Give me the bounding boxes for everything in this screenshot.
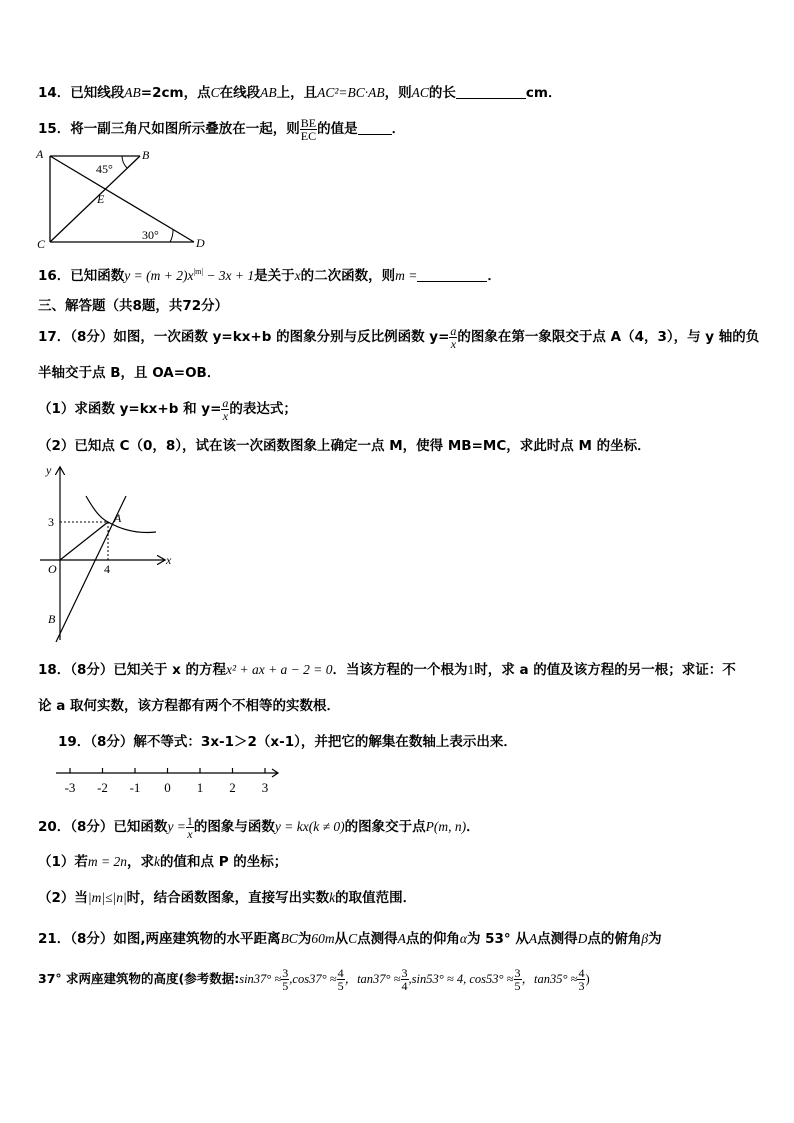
q20-part1-text: ，求 [127,854,155,870]
question-21 [38,930,662,948]
q20-k: k [154,854,161,869]
q19-tick-label: 0 [164,780,171,795]
q21-frac-3-num: 3 [401,966,408,980]
q15-edge-ad [50,156,194,242]
q21-text: 为 53° 从 [466,931,529,947]
q18-line2: 论 a 取何实数，该方程都有两个不相等的实数根． [38,698,341,714]
q15-label-d: D [196,236,205,250]
q17-label-b: B [48,612,56,626]
q18-root: 1 [467,662,475,677]
q21-c: C [348,931,358,946]
q17-label-a: A [114,511,122,525]
q15-label-c: C [37,237,46,250]
q21-text: 点测得 [537,931,578,947]
q21-frac-5-den: 3 [578,979,585,993]
q17-label-x: x [166,553,172,567]
q19-tick-label: 3 [261,780,269,795]
q21-frac-1-den: 5 [282,979,289,993]
q19-ticks [65,768,269,795]
q21-d: D [577,931,588,946]
q14-text: 的长 [428,85,456,101]
q18-text: 18．（8分）已知关于 x 的方程 [38,662,227,678]
q21-frac-2-den: 5 [337,979,344,993]
q19-tick-label: -1 [129,780,141,795]
q16-formula-rest: − 3x + 1 [202,268,255,283]
q21-text: 从 [334,931,349,947]
q21-frac-3-den: 4 [401,979,408,993]
q20-end: ． [466,819,480,835]
q21-sin37: sin37° ≈ [239,972,282,986]
q15-label-e: E [97,192,105,206]
q15-angle-45: 45° [96,162,113,176]
q20-part2-text: 的取值范围． [335,890,417,906]
q17-label-4: 4 [104,562,110,576]
q14-text: =2cm，点 [140,85,211,101]
q15-text: 的值是 [317,121,358,137]
q14-number: 14． [38,85,71,101]
q15-label-a: A [36,147,44,161]
section-heading: 三、解答题（共8题，共72分） [38,298,229,314]
q20-frac-den: x [187,826,193,841]
q14-ac: AC [411,85,429,100]
q21-beta: β [641,931,649,946]
q20-part1-text: （1）若 [38,854,88,870]
q17-label-y: y [46,463,52,477]
q16-number: 16． [38,268,71,284]
q14-text: 在线段 [219,85,261,101]
q20-part2 [38,889,416,907]
q18-text: ．当该方程的一个根为 [332,662,468,678]
q14-ab: AB [124,85,141,100]
q17-part1-text: 的表达式； [229,401,297,417]
q15-angle-arc-b [122,156,127,168]
question-15 [38,112,405,146]
q21-frac-3 [401,967,409,992]
q17-text: 的图象在第一象限交于点 A（4，3），与 y 轴的负 [457,329,760,345]
q15-number: 15． [38,121,71,137]
q15-text: 将一副三角尺如图所示叠放在一起，则 [70,121,300,137]
q21-text: 点测得 [357,931,398,947]
q17-figure [34,460,184,646]
q21-frac-4-num: 3 [514,966,521,980]
q21-frac-4-den: 5 [514,979,521,993]
q20-k: k [329,890,336,905]
q16-text: 是关于 [254,268,295,284]
q17-text: 17．（8分）如图，一次函数 y=kx+b 的图象分别与反比例函数 y= [38,329,450,345]
q17-frac-den: x [450,336,457,351]
q15-figure [34,146,214,250]
q21-text: 点的仰角 [405,931,460,947]
q20-part1-cond: m = 2n [87,854,128,869]
q14-text: 上，且 [276,85,318,101]
q19-tick-label: 2 [229,780,236,795]
q21-frac-4 [514,967,522,992]
q21-tan35: ，tan35° ≈ [521,972,578,986]
q21-frac-2-num: 4 [337,966,344,980]
q17-part1 [38,392,297,426]
q15-frac-num: BE [300,115,317,130]
q21-close: ) [585,972,590,986]
q21-cos37: ,cos37° ≈ [289,972,337,986]
q15-end: ． [391,121,406,137]
q21-frac-5-num: 4 [578,966,585,980]
q20-fraction [186,815,194,840]
q21-bc: BC [280,931,298,946]
q21-frac-1-num: 3 [282,966,289,980]
q19-tick-label: 1 [196,780,204,795]
q15-label-b: B [142,148,150,162]
question-20 [38,810,480,844]
q17-label-o: O [48,562,57,576]
q21-distance: 60m [311,931,335,946]
q15-answer-blank[interactable] [358,120,392,135]
q16-text: 已知函数 [70,268,125,284]
q19-number-line [54,764,286,798]
q14-answer-blank[interactable] [456,84,526,99]
q20-text: 的图象交于点 [344,819,426,835]
q19-tick-label: -2 [97,780,108,795]
q16-x: x [294,268,301,283]
q14-equation: AC²=BC·AB [317,85,385,100]
q15-angle-arc-d [170,230,173,242]
q15-frac-den: EC [300,128,317,143]
q17-frac-num: a [450,323,457,338]
q17-label-3: 3 [48,515,54,529]
q21-tan37: ，tan37° ≈ [344,972,401,986]
q21-frac-2 [337,967,345,992]
q16-answer-blank[interactable] [417,267,487,282]
q14-c: C [210,85,220,100]
q15-edge-bc [50,156,140,242]
q16-exponent: |m| [193,267,203,276]
q20-frac-num: 1 [186,813,193,828]
q20-part2-text: 时，结合函数图象，直接写出实数 [126,890,330,906]
question-18 [38,661,736,679]
q20-part1 [38,853,287,871]
q21-line2-text: 37° 求两座建筑物的高度(参考数据: [38,971,240,986]
q17-part1-text: （1）求函数 y=kx+b 和 y= [38,401,222,417]
q14-ab: AB [260,85,277,100]
q21-text: 为 [648,931,662,947]
q20-y: y = [167,819,186,834]
q20-part2-cond: |m|≤|n| [87,890,127,905]
question-14 [38,84,561,102]
q18-text: 时，求 a 的值及该方程的另一根；求证：不 [474,662,736,678]
q20-text: 的图象与函数 [193,819,275,835]
q17-segment-oa [60,522,108,560]
q16-text: 的二次函数，则 [300,268,396,284]
q21-text: 为 [297,931,312,947]
q15-angle-30: 30° [142,228,159,242]
q21-text: 点的俯角 [587,931,642,947]
question-17 [38,320,759,354]
q21-alpha: α [459,931,467,946]
q15-fraction [300,117,317,142]
question-19: 19．（8分）解不等式：3x-1＞2（x-1），并把它的解集在数轴上表示出来． [58,734,517,750]
q19-tick-label: -3 [64,780,76,795]
q17-part2: （2）已知点 C（0，8），试在该一次函数图象上确定一点 M，使得 MB=MC，求此时点 M 的坐标． [38,438,651,454]
q17-line2: 半轴交于点 B，且 OA=OB． [38,365,221,381]
q20-part1-text: 的值和点 P 的坐标； [160,854,288,870]
q21-text: 21．（8分）如图,两座建筑物的水平距离 [38,931,281,947]
q21-a: A [528,931,538,946]
q16-end: ． [487,268,501,284]
q20-function: y = kx(k ≠ 0) [274,819,345,834]
question-16 [38,263,501,285]
q14-unit: cm． [525,85,562,101]
q14-text: 已知线段 [70,85,125,101]
q17-part1-frac-num: a [222,395,229,410]
q18-equation: x² + ax + a − 2 = 0 [226,662,333,677]
q21-line2 [38,962,590,996]
q20-part2-text: （2）当 [38,890,88,906]
q17-part1-frac-den: x [222,408,229,423]
q20-point: P(m, n) [425,819,467,834]
q16-m: m = [395,268,418,283]
q16-formula: y = (m + 2)x [124,268,194,283]
q20-text: 20．（8分）已知函数 [38,819,168,835]
q14-text: ，则 [384,85,412,101]
q21-a: A [397,931,406,946]
q21-sin53-cos53: ,sin53° ≈ 4, cos53° ≈ [408,972,514,986]
